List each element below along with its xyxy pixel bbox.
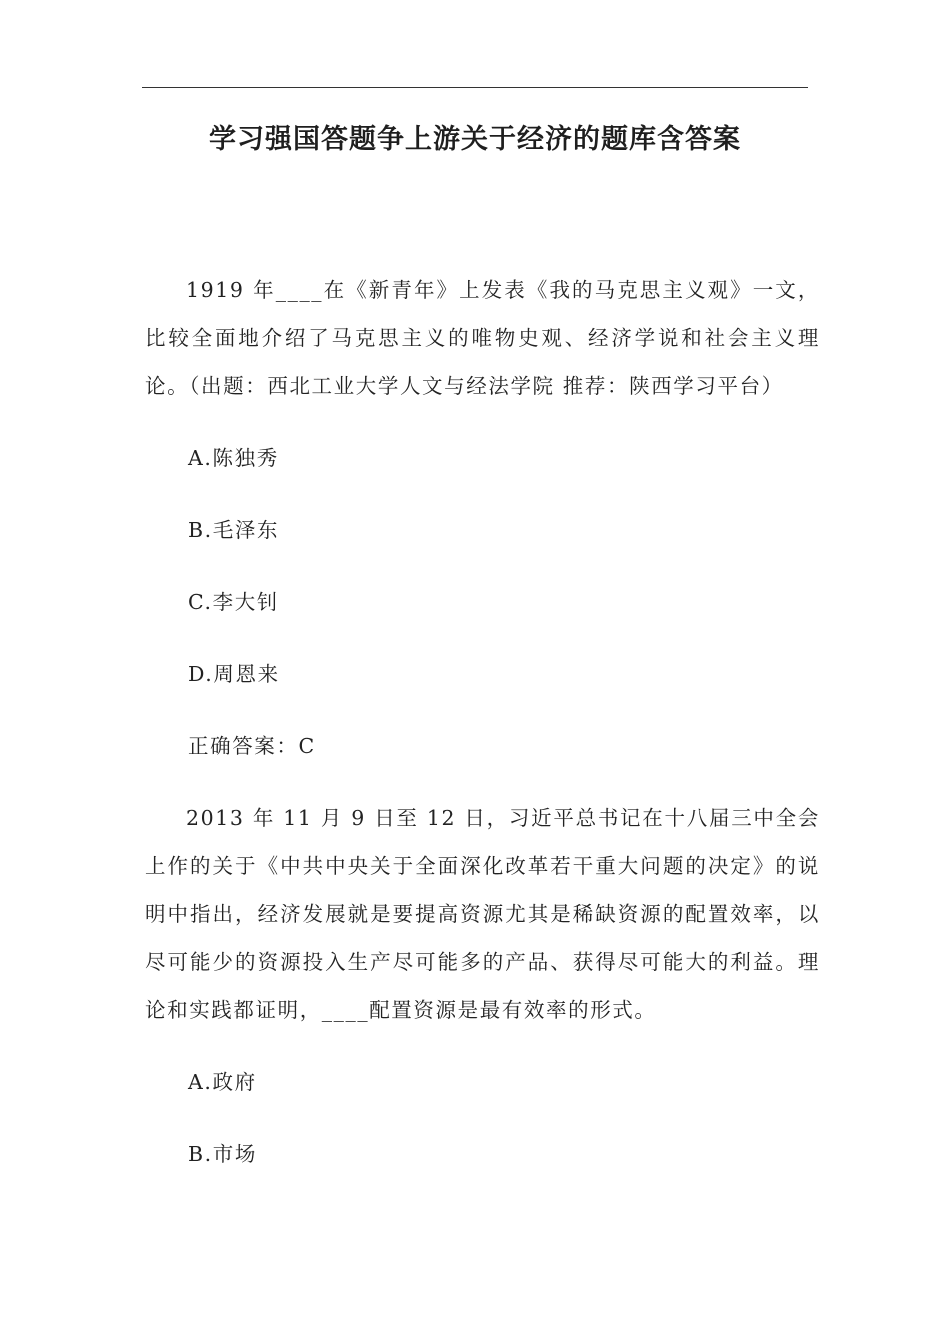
option-b: B.毛泽东 — [188, 518, 280, 542]
correct-answer: 正确答案：C — [188, 734, 316, 758]
document-title: 学习强国答题争上游关于经济的题库含答案 — [209, 124, 741, 155]
option-a: A.政府 — [188, 1070, 257, 1094]
header-rule — [142, 87, 808, 88]
question-text: 2013 年 11 月 9 日至 12 日，习近平总书记在十八届三中全会上作的关于《中共中央关于全面深化改革若干重大问题的决定》的说明中指出，经济发展就是要提高资源尤其是稀缺资源的配置效率，以尽可能少的资源投入生产尽可能多的产品、获得尽可能大的利益。理论和实践都证明，____配置资源是最有效率的形式。 — [145, 806, 820, 1022]
document-body — [145, 266, 820, 1178]
question-text: 1919 年____在《新青年》上发表《我的马克思主义观》一文，比较全面地介绍了马克思主义的唯物史观、经济学说和社会主义理论。（出题：西北工业大学人文与经法学院 推荐：陕西学习平台） — [145, 278, 820, 398]
question-2 — [145, 794, 820, 1178]
option-a: A.陈独秀 — [188, 446, 279, 470]
option-b: B.市场 — [188, 1142, 257, 1166]
option-c: C.李大钊 — [188, 590, 279, 614]
option-d: D.周恩来 — [188, 662, 280, 686]
question-1 — [145, 266, 820, 794]
